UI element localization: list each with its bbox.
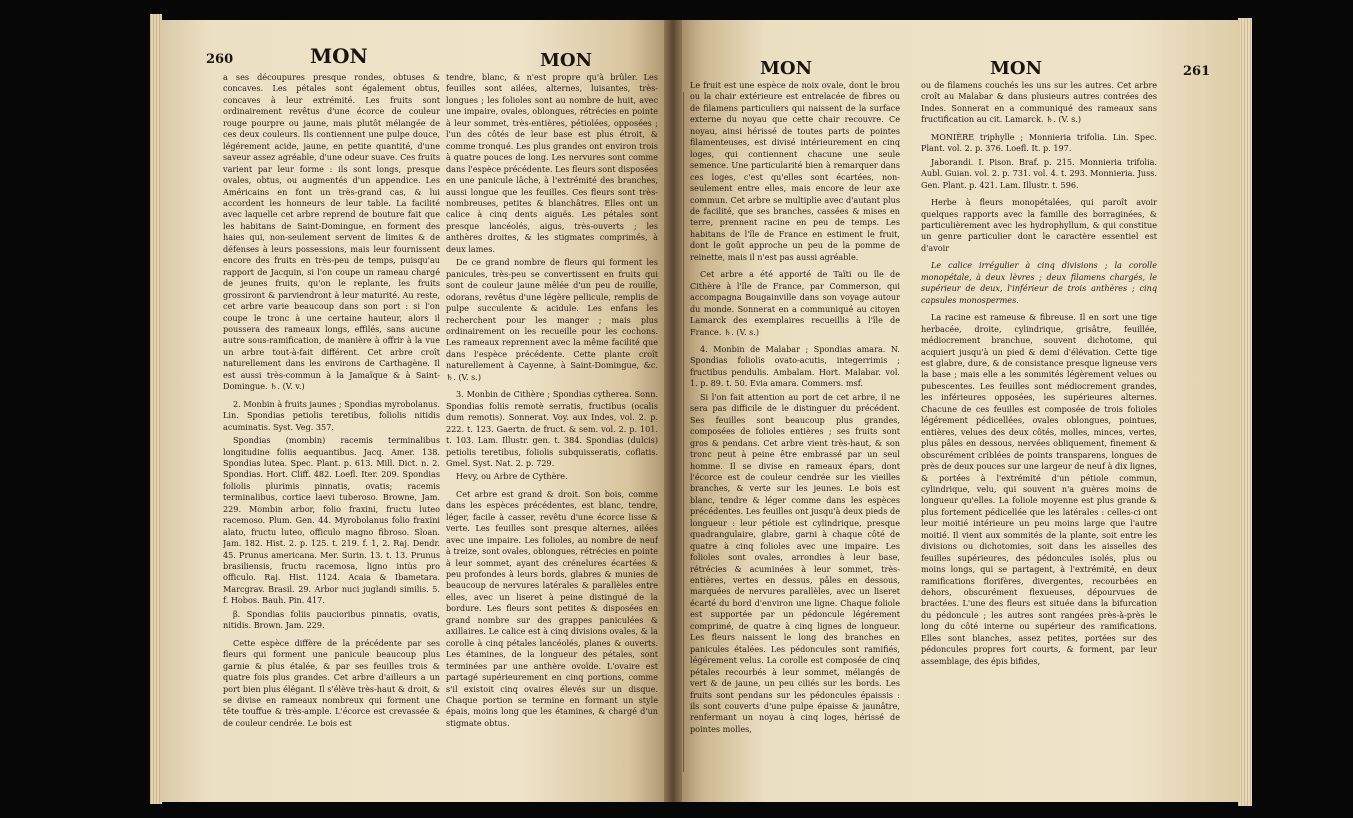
paragraph: ou de filamens couchés les uns sur les autres. Cet arbre croît au Malabar & dans plusieurs autres contrées des Indes. Sonnerat en a communiqué des rameaux sans fructification au cit. Lamarck. ♄. (V. s.) xyxy=(921,80,1157,125)
paragraph: De ce grand nombre de fleurs qui forment les panicules, très-peu se convertissent en fruits qui sont de couleur jaune mêlée d'un peu de rouille, odorans, revêtus d'une légère pellicule, remplis de pulpe succulente & acidule. Les enfans les recherchent pour les manger ; mais plus ordinairement on les recueille pour les cochons. Les rameaux reprennent avec la même facilité que dans l'espèce précédente. Cette plante croît naturellement à Cayenne, à Saint-Domingue, &c. ♄. (V. s.) xyxy=(446,257,658,382)
right-page-edges xyxy=(1238,18,1252,806)
right-page-column-1 xyxy=(690,80,900,780)
right-running-head-2: MON xyxy=(990,58,1043,79)
paragraph: Le calice irrégulier à cinq divisions ; la corolle monopétale, à deux lèvres ; deux filamens chargés, le supérieur de deux, l'inférieur de trois anthères ; cinq capsules monospermes. xyxy=(921,260,1157,305)
left-page-column-1 xyxy=(223,72,440,784)
paragraph: tendre, blanc, & n'est propre qu'à brûler. Les feuilles sont ailées, alternes, luisantes, très-longues ; les folioles sont au nombre de huit, avec une impaire, ovales, oblongues, rétrécies en pointe à leur sommet, très-entières, pétiolées, opposées ; l'un des côtés de leur base est plus étroit, & comme tronqué. Les plus grandes ont environ trois à quatre pouces de long. Les nervures sont comme dans l'espèce précédente. Les fleurs sont disposées en une panicule lâche, à l'extrémité des branches, aussi longue que les feuilles. Ces fleurs sont très-nombreuses, petites & blanchâtres. Elles ont un calice à cinq dents aiguës. Les pétales sont presque lancéolés, aigus, très-ouverts ; les anthères droites, & les stigmates comprimés, à deux lames. xyxy=(446,72,658,254)
paragraph: Cette espèce diffère de la précédente par ses fleurs qui forment une panicule beaucoup plus garnie & plus étalée, & par ses feuilles trois & quatre fois plus grandes. Cet arbre d'ailleurs a un port bien plus élégant. Il s'élève très-haut & droit, & se divise en rameaux nombreux qui forment une tête touffue & très-ample. L'écorce est crevassée & de couleur cendrée. Le bois est xyxy=(223,637,440,728)
book-gutter xyxy=(664,20,682,802)
paragraph: Cet arbre est grand & droit. Son bois, comme dans les espèces précédentes, est blanc, tendre, léger, facile à casser, revêtu d'une écorce lisse & verte. Les feuilles sont presque alternes, ailées avec une impaire. Les folioles, au nombre de neuf à treize, sont ovales, oblongues, rétrécies en pointe à leur sommet, ayant des crénelures écartées & peu profondes à leurs bords, glabres & munies de beaucoup de nervures latérales & parallèles entre elles, avec un liseret à peine distingué de la bordure. Les fleurs sont petites & disposées en grand nombre sur des grappes paniculées & axillaires. Le calice est à cinq divisions ovales, & la corolle à cinq pétales lancéolés, planes & ouverts. Les étamines, de la longueur des pétales, sont terminées par une anthère ovoïde. L'ovaire est partagé supérieurement en cinq portions, comme s'il existoit cinq ovaires élevés sur un disque. Chaque portion se termine en formant un style épais, moins long que les étamines, & chargé d'un stigmate obtus. xyxy=(446,488,658,728)
paragraph: Le fruit est une espèce de noix ovale, dont le brou ou la chair extérieure est entrelacée de fibres ou de filamens particuliers qui naissent de la surface externe du noyau que cette chair recouvre. Ce noyau, ainsi hérissé de toutes parts de pointes filamenteuses, est divisé intérieurement en cinq loges, qui contiennent chacune une seule semence. Une particularité bien à remarquer dans ces loges, c'est qu'elles sont écartées, non-seulement entre elles, mais encore de leur axe commun. Cet arbre se multiplie avec d'autant plus de facilité, que ses branches, cassées & mises en terre, prennent racine en peu de temps. Les habitans de l'île de France en estiment le fruit, dont le goût approche un peu de la pomme de reinette, mais il n'est pas aussi agréable. xyxy=(690,80,900,262)
right-page-number: 261 xyxy=(1183,64,1211,79)
paragraph: Spondias (mombin) racemis terminalibus longitudine foliis aequantibus. Jacq. Amer. 138. Spondias lutea. Spec. Plant. p. 613. Mill. Dict. n. 2. Spondias. Hort. Cliff. 482. Loefl. Iter. 209. Spondias foliolis plurimis pinnatis, ovatis; racemis terminalibus, cortice laevi tuberoso. Browne, Jam. 229. Mombin arbor, folio fraxini, fructu luteo racemoso. Plum. Gen. 44. Myrobolanus folio fraxini alato, fructu luteo, officulo magno fibroso. Sloan. Jam. 182. Hist. 2. p. 125. t. 219. f. 1, 2. Raj. Dendr. 45. Prunus americana. Mer. Surin. 13. t. 13. Prunus brasiliensis, fructu racemosa, ligno intùs pro officulo. Raj. Hist. 1124. Acaia & Ibametara. Marcgrav. Brasil. 29. Arbor nuci juglandi similis. 5. f. Hobos. Bauh. Pin. 417. xyxy=(223,435,440,606)
paragraph: La racine est rameuse & fibreuse. Il en sort une tige herbacée, droite, cylindrique, grisâtre, feuillée, médiocrement branchue, souvent dichotome, qui acquiert jusqu'à un pied & demi d'élévation. Cette tige est glabre, dure, & de consistance presque ligneuse vers la base ; mais elle a les sommités légèrement velues ou pubescentes. Les feuilles sont médiocrement grandes, les inférieures opposées, les supérieures alternes. Chacune de ces feuilles est composée de trois folioles légérement pédicellées, ovales oblongues, pointues, entières, velues des deux côtés, molles, minces, vertes, plus pâles en dessous, nervées obliquement, finement & obscurément criblées de points transparens, longues de près de deux pouces sur une largeur de neuf à dix lignes, & portées à l'extrémité d'un pétiole commun, cylindrique, velu, qui souvent n'a guères moins de longueur qu'elles. La foliole moyenne est plus grande & plus fortement pédicellée que les latérales : celles-ci ont leur moitié intérieure un peu moins large que l'autre moitié. Il vient aux sommités de la plante, soit entre les divisions ou dichotomies, soit dans les aisselles des feuilles supérieures, des pédoncules isolés, plus ou moins longs, qui se partagent, à l'extrémité, en deux ramifications florifères, divergentes, recourbées en dehors, obscurément flexueuses, dépourvues de bractées. L'une des fleurs est située dans la bifurcation du pédoncule ; les autres sont rangées près-à-près le long du côté interne ou supérieur des ramifications. Elles sont blanches, assez petites, portées sur des pédoncules propres fort courts, & forment, par leur assemblage, des épis bifides, xyxy=(921,312,1157,666)
paragraph: β. Spondias foliis paucioribus pinnatis, ovatis, nitidis. Brown. Jam. 229. xyxy=(223,608,440,631)
left-page-number: 260 xyxy=(206,52,234,67)
paragraph: Cet arbre a été apporté de Taïti ou île de Cithère à l'île de France, par Commerson, qui accompagna Bougainville dans son voyage autour du monde. Sonnerat en a communiqué au citoyen Lamarck des exemplaires recueillis à l'île de France. ♄. (V. s.) xyxy=(690,269,900,337)
right-page-column-2 xyxy=(921,80,1157,794)
paragraph: Herbe à fleurs monopétalées, qui paroît avoir quelques rapports avec la famille des borraginées, & particulièrement avec les hydrophyllum, & qui constitue un genre particulier dont le caractère essentiel est d'avoir xyxy=(921,197,1157,253)
paragraph: 3. Monbin de Cithère ; Spondias cytherea. Sonn. Spondias foliis remotè serratis, fructibus (ocalis dum remotis). Sonnerat. Voy. aux Indes, vol. 2. p. 222. t. 123. Gaertn. de fruct. & sem. vol. 2. p. 101. t. 103. Lam. Illustr. gen. t. 384. Spondias (dulcis) petiolis teretibus, foliolis subquisseratis, coflatis. Gmel. Syst. Nat. 2. p. 729. xyxy=(446,389,658,468)
paragraph: Si l'on fait attention au port de cet arbre, il ne sera pas difficile de le distinguer du précédent. Ses feuilles sont beaucoup plus grandes, composées de folioles entières ; ses fruits sont gros & pendans. Cet arbre vient très-haut, & son tronc peut à peine être embrassé par un seul homme. Il se divise en rameaux épars, dont l'écorce est de couleur cendrée sur les vieilles branches, & verte sur les jeunes. Le bois est blanc, tendre & léger comme dans les espèces précédentes. Les feuilles ont jusqu'à deux pieds de longueur : leur pétiole est cylindrique, presque quadrangulaire, glabre, garni à chaque côté de quatre à cinq folioles avec une impaire. Les folioles sont ovales, arrondies à leur base, rétrécies & acuminées à leur sommet, très-entières, vertes en dessus, pâles en dessous, marquées de nervures parallèles, avec un liseret écarté du bord d'environ une ligne. Chaque foliole est supportée par un pédoncule légérement comprimé, de quatre à cinq lignes de longueur. Les fleurs naissent le long des branches en panicules étalées. Les pédoncules sont ramifiés, légérement velus. La corolle est composée de cinq pétales recourbés à leur sommet, mélangés de vert & de jaune, un peu ciliés sur les bords. Les fruits sont pendans sur les pédoncules épaissis : ils sont couverts d'une pulpe épaisse & jaunâtre, renfermant un noyau à cinq loges, hérissé de pointes molles, xyxy=(690,391,900,734)
left-running-head-2: MON xyxy=(540,50,593,71)
paragraph: a ses découpures presque rondes, obtuses & concaves. Les pétales sont également obtus, concaves à leur extrémité. Les fruits sont ordinairement revêtus d'une écorce de couleur rouge pourpre ou jaune, mais plutôt mélangée de ces deux couleurs. Ils contiennent une pulpe douce, légérement acide, jaune, en petite quantité, d'une saveur assez agréable, d'une odeur suave. Ces fruits varient par leur forme : ils sont longs, presque ovales, obtus, ou augmentés d'un appendice. Les Américains en font un très-grand cas, & lui accordent les honneurs de leur table. La facilité avec laquelle cet arbre reprend de bouture fait que les habitans de Saint-Domingue, en forment des haies qui, non-seulement servent de limites & de défenses à leurs possessions, mais leur fournissent encore des fruits en très-peu de temps, puisqu'au rapport de Jacquin, si l'on coupe un rameau chargé de jeunes fruits, qu'on le replante, les fruits grossiront & parviendront à leur maturité. Au reste, cet arbre varie beaucoup dans son port : si l'on coupe le tronc à une certaine hauteur, alors il poussera des rameaux longs, effilés, sans aucune autre sous-ramification, de manière à offrir à la vue un arbre tout-à-fait différent. Cet arbre croît naturellement dans les environs de Carthagène. Il est aussi très-commun à la Jamaïque & à Saint-Domingue. ♄. (V. v.) xyxy=(223,72,440,392)
paragraph: 4. Monbin de Malabar ; Spondias amara. N. Spondias foliolis ovato-acutis, integerrimis ; fructibus pendulis. Ambalam. Hort. Malabar. vol. 1. p. 89. t. 50. Evia amara. Commers. msf. xyxy=(690,343,900,389)
right-running-head-1: MON xyxy=(760,58,813,79)
paragraph: MONIÈRE triphylle ; Monnieria trifolia. Lin. Spec. Plant. vol. 2. p. 376. Loefl. It. p. 197. xyxy=(921,131,1157,154)
paragraph: Jaborandi. I. Pison. Braf. p. 215. Monnieria trifolia. Aubl. Guian. vol. 2. p. 731. vol. 4. t. 293. Monnieria. Juss. Gen. Plant. p. 421. Lam. Illustr. t. 596. xyxy=(921,156,1157,190)
left-running-head-1: MON xyxy=(310,44,368,68)
column-rule xyxy=(683,92,684,772)
left-page-column-2 xyxy=(446,72,658,784)
paragraph: 2. Monbin à fruits jaunes ; Spondias myrobolanus. Lin. Spondias petiolis teretibus, foliolis nitidis acuminatis. Syst. Veg. 357. xyxy=(223,398,440,432)
paragraph: Hevy, ou Arbre de Cythère. xyxy=(456,471,568,482)
